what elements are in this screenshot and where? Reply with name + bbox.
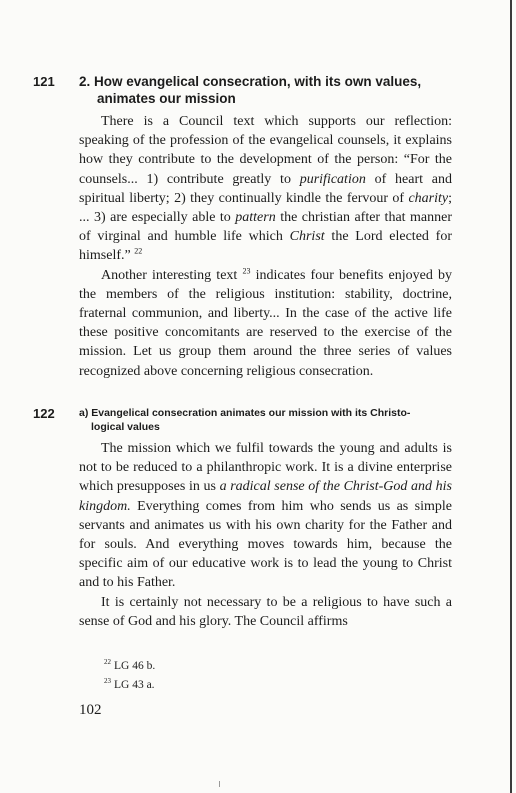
section-heading-121 [79,73,421,107]
section-heading-122 [79,406,410,434]
text-run: Everything comes from him who sends us as simple servants and animates us with his own charity for the Father and for souls. And everything moves towards him, because the specific aim of our educative work is to lead the young to Christ and to his Father. [79,498,452,591]
text-run: ; ... 3) are especially able to [79,190,452,226]
italic-run: Christ [289,229,325,245]
footnote [104,657,155,676]
text-run: There is a Council text which supports our reflection: speaking of the profession of the evangelical counsels, it explains how they contribute to the development of the person: “For the counsels... 1) contribute greatly to [79,114,452,187]
footnote-text: LG 43 a. [114,679,155,691]
text-run: the Lord elected for himself.” [79,229,453,264]
footnote-mark: 23 [104,677,111,686]
footnotes [104,657,155,695]
text-run: The mission which we fulfil towards the young and adults is not to be reduced to a philanthropic work. It is a divine enterprise which presupposes in us [79,441,452,495]
body-paragraph [79,112,452,266]
text-run: It is certainly not necessary to be a religious to have such a sense of God and his glory. The Council affirms [79,594,452,629]
footnote-ref: 23 [242,265,251,275]
paragraph-number-122: 122 [33,406,55,421]
italic-run: a radical sense of the Christ-God and his kingdom. [79,479,452,514]
subheading-line-1: a) Evangelical consecration animates our mission with its Christo- [79,407,411,419]
subheading-line-2: logical values [91,421,160,433]
heading-line-2: animates our mission [97,91,236,106]
scan-mark [219,781,220,787]
section-121-body [79,112,452,381]
page-edge [510,0,512,793]
text-run: indicates four benefits enjoyed by the members of the religious institution: stability, doctrine, fraternal communion, and liberty... In the case of the active life these positive concomitants are reserved to the exercise of the mission. Let us group them around the three series of values recognized above concerning religious consecration. [79,267,453,379]
footnote-ref: 22 [134,246,143,256]
footnote-text: LG 46 b. [114,660,156,672]
text-run: Another interesting text [101,267,238,283]
text-run: the christian after that manner of virginal and humble life which [79,210,452,245]
italic-run: purification [299,171,366,187]
body-paragraph [79,439,452,593]
footnote [104,676,155,695]
paragraph-number-121: 121 [33,74,55,89]
heading-line-1: 2. How evangelical consecration, with its own values, [79,74,422,89]
page-number: 102 [79,702,102,718]
footnote-mark: 22 [104,658,111,667]
body-paragraph [79,266,452,381]
italic-run: charity [408,190,449,206]
text-run: of heart and spiritual liberty; 2) they continually kindle the fervour of [79,171,452,206]
body-paragraph [79,593,452,631]
section-122-body [79,439,452,631]
italic-run: pattern [235,210,276,226]
